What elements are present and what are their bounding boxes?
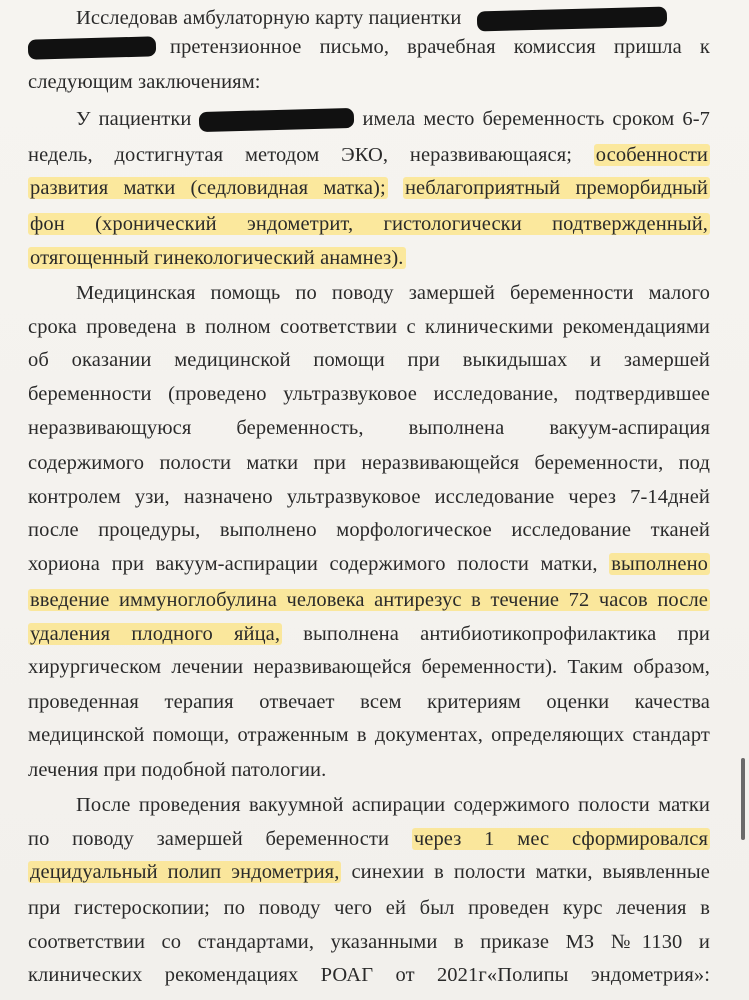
highlighted-text: через 1 мес сформировался	[413, 828, 708, 850]
text-span: контролем узи, назначено ультразвуковое исследование через 7-14дней	[28, 486, 710, 508]
highlighted-text: неблагоприятный преморбидный	[404, 177, 709, 199]
redaction-mark	[476, 7, 666, 32]
text-line	[28, 891, 710, 925]
highlighted-text: отягощенный гинекологический анамнез).	[30, 247, 404, 269]
text-span: клинических рекомендациях РОАГ от 2021г«Полипы эндометрия»:	[28, 964, 710, 986]
text-line	[28, 547, 710, 581]
text-span: хирургическом лечении неразвивающейся беременности). Таким образом,	[28, 656, 710, 678]
highlighted-text: удаления плодного яйца,	[30, 623, 281, 645]
text-span: хориона при вакуум-аспирации содержимого полости матки,	[28, 553, 598, 575]
text-line	[28, 685, 710, 719]
text-span: по поводу замершей беременности	[28, 828, 390, 850]
text-span: при гистероскопии; по поводу чего ей был проведен курс лечения в	[28, 897, 710, 919]
text-line	[76, 788, 710, 822]
text-line	[28, 822, 710, 856]
text-span: срока проведена в полном соответствии с клиническими рекомендациями	[28, 316, 710, 338]
text-line	[28, 513, 710, 547]
text-span: следующим заключениям:	[28, 71, 261, 93]
text-span: лечения при подобной патологии.	[28, 759, 327, 781]
text-span: выполнена антибиотикопрофилактика при	[303, 623, 711, 645]
text-span: после процедуры, выполнено морфологическое исследование тканей	[28, 519, 710, 541]
text-line	[28, 411, 710, 445]
scrollbar-thumb[interactable]	[741, 758, 745, 840]
text-line	[28, 207, 710, 241]
text-span: проведенная терапия отвечает всем критериям оценки качества	[28, 691, 710, 713]
text-line	[28, 718, 710, 752]
highlighted-text: особенности	[595, 144, 708, 166]
text-line	[28, 343, 710, 377]
text-line	[28, 753, 710, 787]
text-span: синехии в полости матки, выявленные	[351, 861, 710, 883]
text-line	[28, 241, 710, 275]
text-line	[28, 446, 710, 480]
text-line	[28, 583, 710, 617]
text-line	[28, 650, 710, 684]
text-line	[28, 310, 710, 344]
text-line	[76, 276, 710, 310]
text-line	[28, 617, 710, 651]
text-span: У пациентки	[76, 108, 192, 130]
text-span: медицинской помощи, отраженным в документах, определяющих стандарт	[28, 724, 710, 746]
text-span: соответствии со стандартами, указанными в приказе МЗ №1130 и	[28, 931, 710, 953]
highlighted-text: выполнено	[611, 553, 709, 575]
text-line	[28, 958, 710, 992]
text-span: об оказании медицинской помощи при выкидышах и замершей	[28, 349, 710, 371]
redaction-mark	[28, 37, 156, 60]
highlighted-text: децидуальный полип эндометрия,	[30, 861, 340, 883]
text-span: Медицинская помощь по поводу замершей беременности малого	[76, 282, 710, 304]
text-span: недель, достигнутая методом ЭКО, неразвивающаяся;	[28, 144, 573, 166]
text-line	[76, 102, 710, 136]
highlighted-text: развития матки (седловидная матка);	[30, 177, 386, 199]
text-span: Исследовав амбулаторную карту пациентки	[76, 7, 462, 29]
redaction-mark	[199, 108, 354, 132]
text-line	[28, 65, 710, 99]
text-span: неразвивающуюся беременность, выполнена вакуум-аспирация	[28, 417, 710, 439]
text-line	[28, 925, 710, 959]
text-span: содержимого полости матки при неразвивающейся беременности, под	[28, 452, 710, 474]
text-line	[28, 377, 710, 411]
text-line	[28, 855, 710, 889]
text-span: имела место беременность сроком 6-7	[362, 108, 710, 130]
text-span: претензионное письмо, врачебная комиссия пришла к	[170, 36, 710, 58]
text-line	[28, 138, 710, 172]
text-line	[28, 171, 710, 205]
text-span: беременности (проведено ультразвуковое исследование, подтвердившее	[28, 383, 710, 405]
text-line	[28, 30, 710, 64]
text-line	[28, 480, 710, 514]
highlighted-text: введение иммуноглобулина человека антирезус в течение 72 часов после	[30, 589, 708, 611]
text-span: После проведения вакуумной аспирации содержимого полости матки	[76, 794, 710, 816]
highlighted-text: фон (хронический эндометрит, гистологически подтвержденный,	[30, 213, 708, 235]
